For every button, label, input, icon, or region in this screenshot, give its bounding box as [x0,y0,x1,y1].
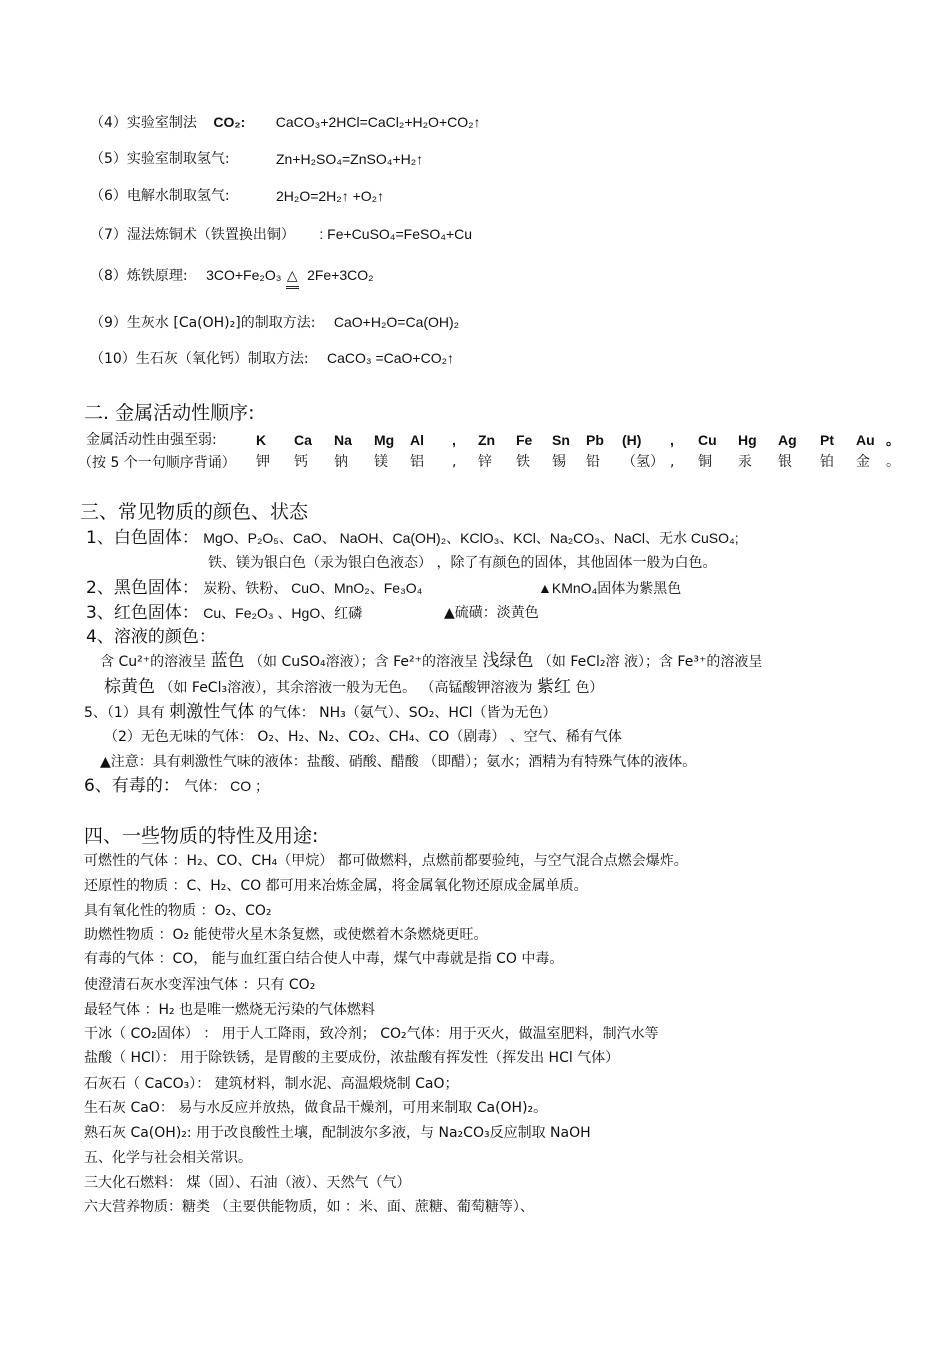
reaction-equation: 2H₂O=2H₂↑ +O₂↑ [276,188,385,204]
metal-name: , [452,454,457,470]
liquid-note-line: ▲注意：具有刺激性气味的液体：盐酸、硝酸、醋酸 （即醋）；氨水；酒精为有特殊气体的液体。 [100,754,697,770]
metal-symbol: Al [410,432,424,448]
metal-symbol: Hg [738,432,757,448]
metal-symbol: Mg [374,432,395,448]
toxic-text: 气体： CO ； [184,778,270,794]
fossil-fuel-line: 三大化石燃料： 煤（固）、石油（液）、天然气（气） [84,1175,411,1191]
solution-color-label: 4、溶液的颜色： [86,627,216,647]
metal-names-row [256,451,906,473]
property-line: 熟石灰 Ca(OH)₂: 用于改良酸性土壤，配制波尔多液，与 Na₂CO₃反应制取 NaOH [84,1125,591,1141]
metal-activity-table [256,429,906,473]
black-solid-text: 炭粉、铁粉、 CuO、MnO₂、Fe₃O₄ [203,580,423,596]
solution-color-blue: 蓝色 [210,651,245,671]
section-5-title: 五、化学与社会相关常识。 [84,1150,252,1166]
metal-symbol: K [256,432,267,448]
reaction-10 [90,348,454,369]
nutrients-line: 六大营养物质：糖类 （主要供能物质，如 ：米、面、蔗糖、葡萄糖等）、 [84,1199,534,1215]
property-line: 盐酸（ HCl）： 用于除铁锈，是胃酸的主要成份，浓盐酸有挥发性（挥发出 HCl 气体） [84,1050,620,1066]
metal-name: 铝 [410,454,424,470]
reaction-label: （7）湿法炼铜术（铁置换出铜） [90,227,295,243]
metal-recite-label: （按 5 个一句顺序背诵） [78,455,236,471]
sulfur-note: ▲硫磺：淡黄色 [444,605,539,621]
property-line: 可燃性的气体 ：H₂、CO、CH₄（甲烷） 都可做燃料，点燃前都要验纯，与空气混合点燃会爆炸。 [84,853,688,869]
section-2-title: 二. 金属活动性顺序: [84,402,255,424]
property-line: 干冰（ CO₂固体） ： 用于人工降雨，致冷剂； CO₂气体：用于灭火，做温室肥料，制汽水等 [84,1026,659,1042]
metal-name: 银 [778,454,792,470]
reaction-equation-right: 2Fe+3CO₂ [307,267,374,283]
reaction-label: （5）实验室制取氢气: [90,151,230,167]
metal-name: , [670,454,675,470]
metal-symbol: , [452,432,456,448]
metal-name: 锡 [552,454,566,470]
section-4-title: 四、一些物质的特性及用途: [84,825,319,847]
metal-symbol: Zn [478,432,496,448]
solution-color-line-1 [100,651,762,672]
irritating-gas-line [84,702,557,723]
metal-symbol: , [670,432,674,448]
metal-symbol: 。 [886,432,900,448]
white-solid-line [86,528,739,549]
metal-name: 汞 [738,454,752,470]
metal-name: 钾 [256,454,270,470]
metal-symbol: Fe [516,432,533,448]
toxic-label: 6、有毒的： [84,776,180,796]
metal-symbol: (H) [622,432,642,448]
metal-name: （氢） [622,454,664,470]
heat-condition-icon: △ [286,266,299,289]
metal-symbol: Pb [586,432,604,448]
metal-name: 钙 [294,454,308,470]
reaction-equation: : Fe+CuSO₄=FeSO₄+Cu [319,226,473,242]
reaction-5 [90,149,424,169]
property-line: 生石灰 CaO： 易与水反应并放热，做食品干燥剂，可用来制取 Ca(OH)₂。 [84,1100,548,1116]
white-solid-text: MgO、P₂O₅、CaO、 NaOH、Ca(OH)₂、KClO₃、KCl、Na₂CO₃、NaCl、无水 CuSO₄; [203,530,739,546]
metal-name: 锌 [478,454,492,470]
solution-text: （如 FeCl₂溶 液）；含 Fe³⁺的溶液呈 [537,654,763,670]
metal-symbols-row [256,429,906,451]
reaction-equation-left: 3CO+Fe₂O₃ [206,267,282,283]
reaction-4 [90,112,481,133]
property-line: 具有氧化性的物质 ：O₂、CO₂ [84,903,272,919]
metal-name: 金 [856,454,870,470]
black-solid-label: 2、黑色固体： [86,578,199,598]
metal-symbol: Ag [778,432,797,448]
metal-symbol: Sn [552,432,570,448]
metal-name: 铅 [586,454,600,470]
section-3-title: 三、常见物质的颜色、状态 [80,501,309,523]
solution-text: （如 FeCl₃溶液），其余溶液一般为无色。 （高锰酸钾溶液为 [159,680,533,696]
reaction-equation: CaO+H₂O=Ca(OH)₂ [333,314,460,330]
metal-name: 镁 [374,454,388,470]
reaction-label: （8）炼铁原理: [90,268,188,284]
kmno4-note: ▲KMnO₄固体为紫黑色 [538,580,682,596]
metal-name: 铁 [516,454,530,470]
metal-name: 。 [886,454,900,470]
reaction-equation: Zn+H₂SO₄=ZnSO₄+H₂↑ [276,151,424,167]
property-line: 有毒的气体 ：CO， 能与血红蛋白结合使人中毒，煤气中毒就是指 CO 中毒。 [84,951,564,967]
solution-text: （如 CuSO₄溶液）；含 Fe²⁺的溶液呈 [249,654,478,670]
property-line: 最轻气体 ：H₂ 也是唯一燃烧无污染的气体燃料 [84,1002,376,1018]
metal-name: 钠 [334,454,348,470]
reaction-formula: CO₂: [213,114,246,130]
reaction-label: （9）生灰水 [Ca(OH)₂]的制取方法: [90,315,316,331]
gas-text: 5、（1）具有 [84,705,165,721]
solution-color-purple: 紫红 [536,677,571,697]
reaction-7 [90,224,472,245]
red-solid-line [86,603,539,624]
white-solid-label: 1、白色固体： [86,528,199,548]
gas-text: 的气体： NH₃（氨气）、SO₂、HCl（皆为无色） [258,705,557,721]
irritating-gas-emph: 刺激性气体 [169,702,255,722]
solution-color-line-2 [104,677,603,698]
reaction-6 [90,186,385,206]
metal-row-label: 金属活动性由强至弱: [86,432,217,448]
solution-text: 色） [575,680,604,696]
reaction-equation: CaCO₃ =CaO+CO₂↑ [326,350,455,366]
white-solid-note: 铁、镁为银白色（汞为银白色液态） ，除了有颜色的固体，其他固体一般为白色。 [208,555,717,571]
reaction-label: （6）电解水制取氢气: [90,188,230,204]
metal-name: 铜 [698,454,712,470]
red-solid-label: 3、红色固体： [86,603,199,623]
red-solid-text: Cu、Fe₂O₃ 、HgO、红磷 [203,605,363,621]
property-line: 助燃性物质 ：O₂ 能使带火星木条复燃，或使燃着木条燃烧更旺。 [84,927,488,943]
reaction-9 [90,312,459,333]
solution-color-brown: 棕黄色 [104,677,155,697]
reaction-equation: CaCO₃+2HCl=CaCl₂+H₂O+CO₂↑ [275,114,481,130]
metal-symbol: Cu [698,432,717,448]
metal-symbol: Ca [294,432,312,448]
odorless-gas-line: （2）无色无味的气体： O₂、H₂、N₂、CO₂、CH₄、CO（剧毒） 、空气、稀有气体 [104,729,622,745]
reaction-label: （10）生石灰（氧化钙）制取方法: [90,351,309,367]
metal-symbol: Pt [820,432,834,448]
metal-symbol: Au [856,432,875,448]
reaction-label: （4）实验室制法 [90,115,197,131]
solution-text: 含 Cu²⁺的溶液呈 [100,654,207,670]
metal-name: 铂 [820,454,834,470]
reaction-8 [90,265,374,289]
property-line: 石灰石（ CaCO₃）： 建筑材料，制水泥、高温煅烧制 CaO； [84,1076,459,1092]
solution-color-green: 浅绿色 [482,651,534,671]
toxic-line [84,776,269,797]
metal-symbol: Na [334,432,352,448]
property-line: 使澄清石灰水变浑浊气体 ：只有 CO₂ [84,977,316,993]
black-solid-line [86,578,682,599]
property-line: 还原性的物质 ：C、H₂、CO 都可用来冶炼金属，将金属氧化物还原成金属单质。 [84,878,588,894]
